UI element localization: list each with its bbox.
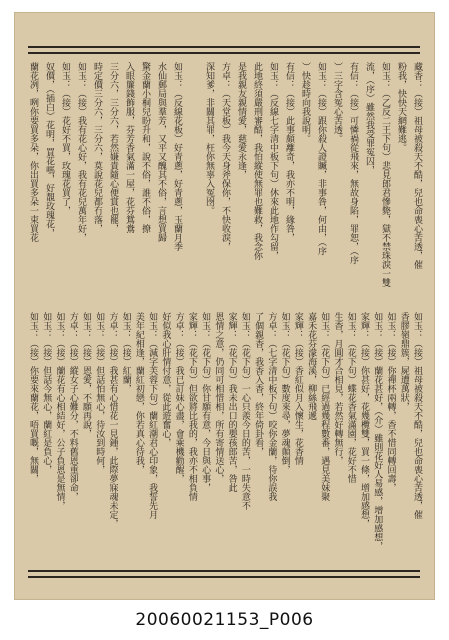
upper-text-column: 時定價三分六，三分六，莫說花兒都冇落，	[92, 62, 102, 233]
upper-text-column: 方卓：（天堂板）我今天身斧保你，不快收淚，	[220, 62, 230, 251]
lower-text-column: 了個親香，我香入香，終年倚卦看，	[253, 312, 264, 456]
bottom-double-rule-inner	[28, 570, 420, 572]
upper-text-column: 粉我，快快天網難逃。	[396, 62, 406, 152]
upper-text-column: 藏香：（接）祖母被殺天不酷，兒也命喪心苦透，催	[412, 62, 422, 269]
lower-text-column: 好似我心肝情付意，從此遊奮心，	[160, 312, 171, 447]
upper-text-column: 如玉：（乙反二王下句）悲見郎君慘斃，獄不禁珠淚一雙	[380, 62, 390, 287]
lower-text-column: 生香，月圓才合相見，若然好轉無行，	[332, 312, 343, 465]
lower-text-column: 如玉：（接）祖母被殺天不酷，兒也命喪心苦透，催	[412, 312, 422, 519]
upper-text-column: 三分六，三分六，若然嫌貴隨心便賞也罷，	[108, 62, 118, 233]
upper-text-column: 此地終須嚴刑審酷，我怕縱使無罪也難救，我念你	[252, 62, 262, 260]
upper-text-column: 如玉：（接）花好不買，玫瑰花買了，	[60, 62, 70, 215]
lower-text-column: 家輝：（花下句）但欲將比我的，我亦不相負情	[186, 312, 197, 501]
lower-text-column: 如玉：（花下句）蝶花香氣滿園，花好不惜	[345, 312, 356, 483]
lower-text-column: 如玉：（接）蘭花甚好，（介）雖則花好人易感，增加感想，	[372, 312, 383, 551]
lower-text-column: 如玉：（接）你要來蘭花，唔買嘅，無關，	[28, 312, 38, 483]
lower-text-column: 方卓：（七字清中板下句）咬你金蘭，待你誤我	[266, 312, 277, 501]
upper-text-column: 是我親友親情愛，慈愛永逢，	[236, 62, 246, 179]
upper-text-column: 深知爹，非關其罪，枉你無辜入冤囹。	[204, 62, 214, 215]
upper-text-column: 蘭花冽，咧你要買多朵，你出買多朵一束買花	[28, 62, 38, 242]
lower-text-column: 家輝：（接）香紅似月入懷生，花香情	[292, 312, 303, 465]
upper-text-column: 奴價，（插白）花明，買花嗎，好靚玫瑰花，	[44, 62, 54, 238]
lower-text-column: 家輝：（接）你甚好，花幾欖雙，買一條，增加感想，	[359, 312, 370, 528]
lower-text-column: 如玉：（花下句）你甘願有意，今日與心事，	[200, 312, 211, 492]
lower-text-column: 方卓：（接）我已訂妹心盡，會乘機勸醒，	[173, 312, 184, 483]
upper-text-column: 水仙郵局與羣芳，又平又醜其不俗，言想買歸	[156, 62, 166, 242]
lower-text-column: 如玉：（接）但話今無心，蘭紅是負心，	[41, 312, 52, 474]
lower-text-column: 家輝：（花下句）我未出口的嬰孩郎苦，咎此	[226, 312, 237, 492]
lower-text-column: 方卓：（接）我甚有心惜花一見鍾，此際夢寐魂未定，	[107, 312, 118, 528]
top-double-rule-inner	[28, 52, 420, 54]
lower-text-column: 如玉：（減字芙蓉下句）蘭紅潮君心印象，我誓先月	[147, 312, 158, 519]
lower-text-column: 香膠嶺鼎簇，屍遭萬狀，	[398, 312, 409, 411]
upper-text-column: 如玉：（接）跟你殺人證贓，非事咎，何由，（序	[316, 62, 326, 256]
lower-text-column: 如玉：（花下句）已經過幾程數番，遇見美妹聚	[319, 312, 330, 501]
upper-text-column: 驚金蘭小桐兒盼升和，說不俗，誰不俗，撩	[140, 62, 150, 233]
lower-text-column: 如玉：（接）蘭花有心相結好，公子負恩是無情，	[54, 312, 65, 510]
bottom-double-rule-outer	[28, 576, 420, 578]
upper-text-column: ）三字含冤心苦透。	[332, 62, 342, 143]
upper-text-column: 有信：（接）此事頗離奇，我亦不明，緣咎，	[284, 62, 294, 242]
lower-text-column: 如玉：（接）但話怕無心，待汝到時何，	[94, 312, 105, 474]
top-double-rule-outer	[28, 46, 420, 48]
lower-text-column: 嘉禾花芬濛海溪，柳絲飛遞	[306, 312, 317, 420]
lower-text-column: 如玉：（花下句）數度來尋，夢魂顛倒，	[279, 312, 290, 474]
upper-text-column: ）快趁時向我說明。	[300, 62, 310, 143]
upper-text-column: 流，（序）雖然我受罪冤囚，	[364, 62, 374, 175]
upper-text-column: 如玉：（反線七字清中板下句）休來此地作勾留，	[268, 62, 278, 260]
upper-text-column: 如玉：（反線花板）好青蔥，好青蔥，玉蘭月季	[172, 62, 182, 251]
lower-text-column: 美年紀相逢，蘭紅初戀，你若真心待我，	[133, 312, 144, 474]
upper-text-column: 如玉：（接）我有花心好，我有花兒萬年好，	[76, 62, 86, 242]
lower-text-column: 如玉：（花下句）一心只羨今日的苦，一時失意不	[239, 312, 250, 510]
lower-text-column: 如玉：（接）恩愛，不願再說，	[80, 312, 91, 438]
lower-text-column: 如玉：（接）你禪杯兩轉，香不惜同轉回壽，	[385, 312, 396, 492]
lower-text-column: 如玉：（接）紅蘭，	[120, 312, 131, 393]
lower-text-column: 方卓：（接）縱女子心難分，不料舊恩重卻命，	[67, 312, 78, 501]
upper-text-column: 入眼簾錢飾服，芬芳香氣滿一屋，花芬鴛鴦	[124, 62, 134, 233]
image-caption: 20060021153_P006	[135, 610, 314, 630]
lower-text-column: 恩情之意，仍同可相惜相，所有寄情送心，	[213, 312, 224, 483]
upper-text-column: 有信：（接）可憐禍從飛來，無故身陷，罪恕，（序	[348, 62, 358, 265]
